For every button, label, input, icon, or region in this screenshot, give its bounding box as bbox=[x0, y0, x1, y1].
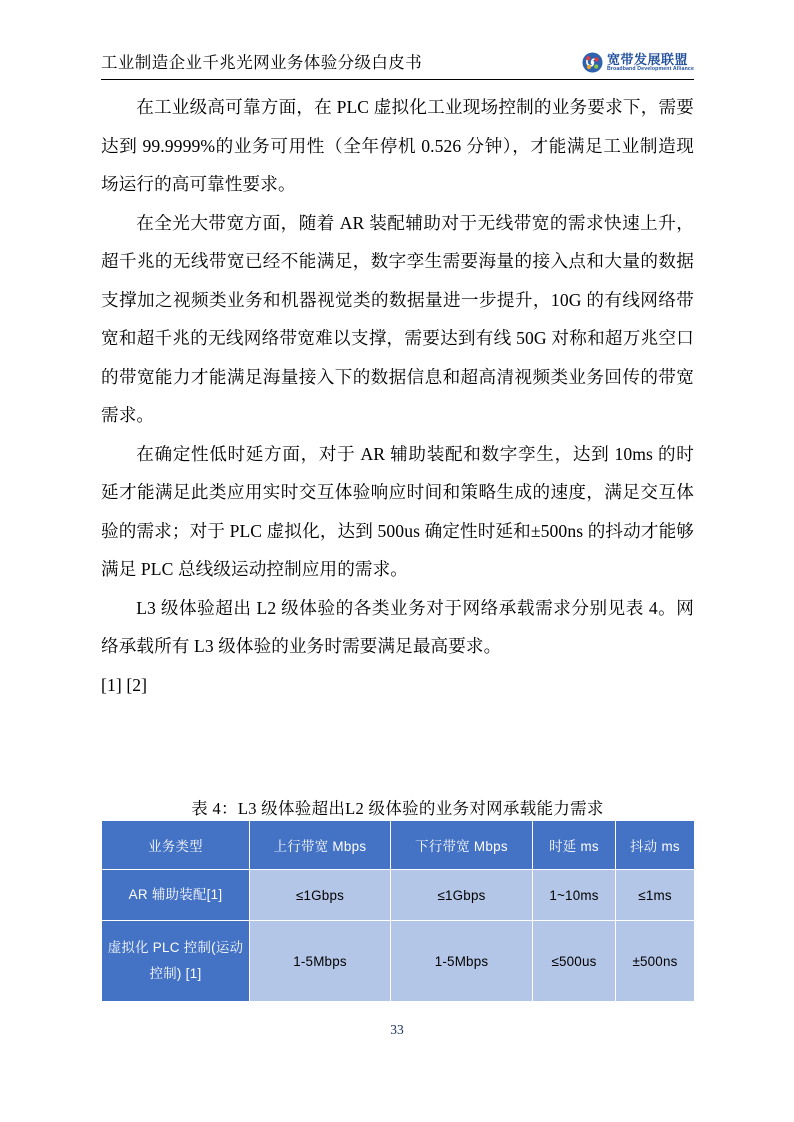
publisher-logo bbox=[582, 52, 694, 73]
cell-uplink: 1-5Mbps bbox=[250, 921, 391, 1002]
cell-uplink: ≤1Gbps bbox=[250, 870, 391, 921]
requirements-table bbox=[101, 820, 695, 1002]
column-header-latency: 时延 ms bbox=[533, 821, 616, 870]
paragraph-low-latency: 在确定性低时延方面，对于 AR 辅助装配和数字孪生，达到 10ms 的时延才能满足此类应用实时交互体验响应时间和策略生成的速度，满足交互体验的需求；对于 PLC 虚拟化，达到 500us 确定性时延和±500ns 的抖动才能够满足 PLC 总线级运动控制应用的需求。 bbox=[101, 443, 694, 579]
logo-text bbox=[607, 53, 694, 73]
column-header-service-type: 业务类型 bbox=[102, 821, 250, 870]
cell-downlink: 1-5Mbps bbox=[391, 921, 533, 1002]
column-header-jitter: 抖动 ms bbox=[616, 821, 695, 870]
table-header-row bbox=[102, 821, 695, 870]
page-number: 33 bbox=[390, 1022, 404, 1037]
paragraph-large-bandwidth: 在全光大带宽方面，随着 AR 装配辅助对于无线带宽的需求快速上升，超千兆的无线带宽已经不能满足，数字孪生需要海量的接入点和大量的数据支撑加之视频类业务和机器视觉类的数据量进一步提升，10G 的有线网络带宽和超千兆的无线网络带宽难以支撑，需要达到有线 50G 对称和超万兆空口的带宽能力才能满足海量接入下的数据信息和超高清视频类业务回传的带宽需求。 bbox=[101, 212, 694, 425]
paragraph-high-reliability: 在工业级高可靠方面，在 PLC 虚拟化工业现场控制的业务要求下，需要达到 99.9999%的业务可用性（全年停机 0.526 分钟），才能满足工业制造现场运行的高可靠性要求。 bbox=[101, 97, 694, 194]
logo-english-name: Broadband Development Alliance bbox=[606, 66, 694, 73]
cell-jitter: ±500ns bbox=[616, 921, 695, 1002]
table-caption: 表 4：L3 级体验超出L2 级体验的业务对网承载能力需求 bbox=[191, 799, 604, 818]
paragraph-l3-summary: L3 级体验超出 L2 级体验的各类业务对于网络承载需求分别见表 4。网络承载所有 L3 级体验的业务时需要满足最高要求。 bbox=[101, 597, 694, 656]
cell-downlink: ≤1Gbps bbox=[391, 870, 533, 921]
header-divider bbox=[101, 79, 694, 80]
broadband-alliance-logo-icon bbox=[582, 52, 603, 73]
header-title: 工业制造企业千兆光网业务体验分级白皮书 bbox=[101, 53, 423, 72]
cell-jitter: ≤1ms bbox=[616, 870, 695, 921]
cell-latency: 1~10ms bbox=[533, 870, 616, 921]
cell-latency: ≤500us bbox=[533, 921, 616, 1002]
references-line: [1] [2] bbox=[101, 674, 148, 695]
row-header-service: 虚拟化 PLC 控制(运动控制) [1] bbox=[102, 921, 250, 1002]
column-header-uplink-bandwidth: 上行带宽 Mbps bbox=[250, 821, 391, 870]
requirements-table-wrapper bbox=[101, 820, 694, 1002]
row-header-service: AR 辅助装配[1] bbox=[102, 870, 250, 921]
body-content bbox=[101, 88, 694, 704]
column-header-downlink-bandwidth: 下行带宽 Mbps bbox=[391, 821, 533, 870]
table-row bbox=[102, 870, 695, 921]
logo-chinese-name: 宽带发展联盟 bbox=[606, 51, 688, 67]
running-header bbox=[101, 44, 694, 74]
table-row bbox=[102, 921, 695, 1002]
